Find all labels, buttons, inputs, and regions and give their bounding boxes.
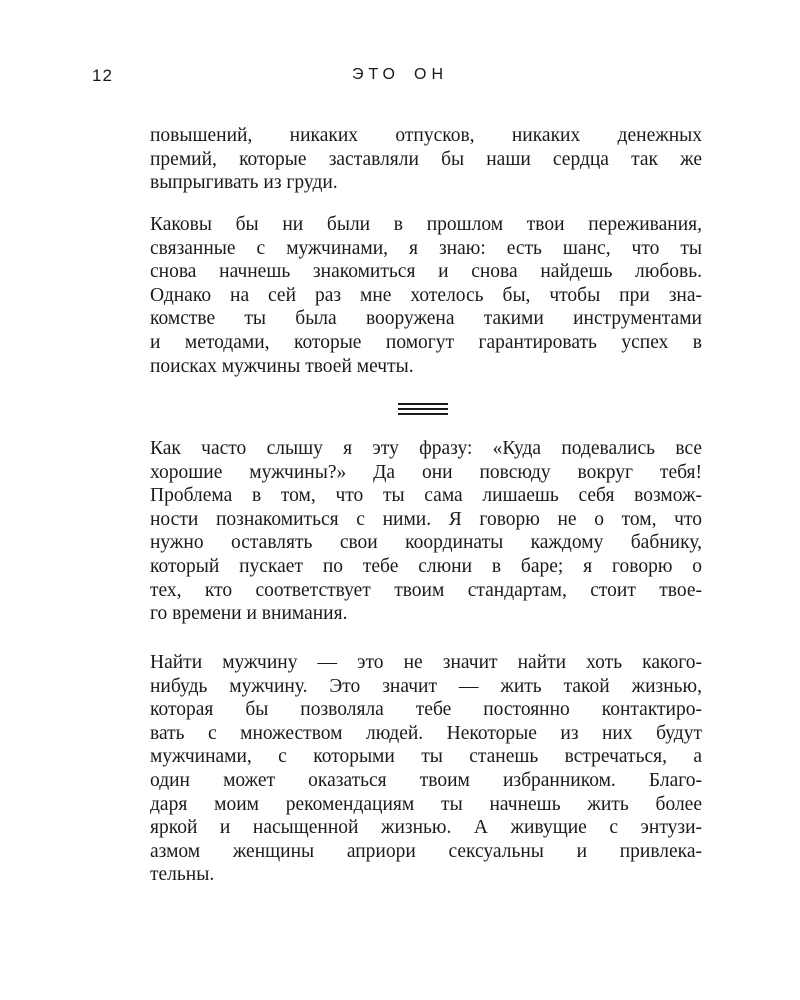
paragraph-4 xyxy=(150,651,702,887)
paragraph-3 xyxy=(150,437,702,626)
running-head-word-1: ЭТО xyxy=(352,66,400,83)
text-line: один может оказаться твоим избранником. Благо- xyxy=(150,769,702,791)
text-line: Каковы бы ни были в прошлом твои переживания, xyxy=(150,214,702,235)
text-line: вать с множеством людей. Некоторые из них будут xyxy=(150,722,702,744)
text-line: мужчинами, с которыми ты станешь встречаться, а xyxy=(150,746,702,768)
text-line: снова начнешь знакомиться и снова найдешь любовь. xyxy=(150,261,702,283)
text-line: тельны. xyxy=(150,864,215,886)
text-line: Проблема в том, что ты сама лишаешь себя возмож- xyxy=(150,485,702,507)
running-head xyxy=(0,66,800,84)
text-line: яркой и насыщенной жизнью. А живущие с энтузи- xyxy=(150,817,702,839)
text-line: Однако на сей раз мне хотелось бы, чтобы при зна- xyxy=(150,284,702,306)
text-line: выпрыгивать из груди. xyxy=(150,172,338,194)
text-line: поисках мужчины твоей мечты. xyxy=(150,355,414,377)
text-line: Найти мужчину — это не значит найти хоть какого- xyxy=(150,652,702,673)
text-line: связанные с мужчинами, я знаю: есть шанс, что ты xyxy=(150,237,702,259)
text-line: хорошие мужчины?» Да они повсюду вокруг тебя! xyxy=(150,461,702,483)
text-line: даря моим рекомендациям ты начнешь жить более xyxy=(150,793,702,815)
text-line: повышений, никаких отпусков, никаких денежных xyxy=(150,125,702,146)
text-line: и методами, которые помогут гарантировать успех в xyxy=(150,331,702,353)
paragraph-2 xyxy=(150,213,702,378)
text-line: нужно оставлять свои координаты каждому бабнику, xyxy=(150,532,702,554)
text-line: ности познакомиться с ними. Я говорю не о том, что xyxy=(150,508,702,530)
text-line: нибудь мужчину. Это значит — жить такой жизнью, xyxy=(150,675,702,697)
section-separator xyxy=(398,403,448,418)
text-line: го времени и внимания. xyxy=(150,603,348,625)
paragraph-1 xyxy=(150,124,702,195)
text-line: которая бы позволяла тебе постоянно контактиро- xyxy=(150,699,702,721)
text-line: Как часто слышу я эту фразу: «Куда подевались все xyxy=(150,438,702,459)
text-line: комстве ты была вооружена такими инструментами xyxy=(150,308,702,330)
text-line: премий, которые заставляли бы наши сердца так же xyxy=(150,148,702,170)
page-number: 12 xyxy=(92,66,113,85)
text-line: который пускает по тебе слюни в баре; я говорю о xyxy=(150,555,702,577)
text-line: азмом женщины априори сексуальны и привлека- xyxy=(150,840,702,862)
text-line: тех, кто соответствует твоим стандартам, стоит твое- xyxy=(150,579,702,601)
running-head-word-2: ОН xyxy=(414,66,448,83)
